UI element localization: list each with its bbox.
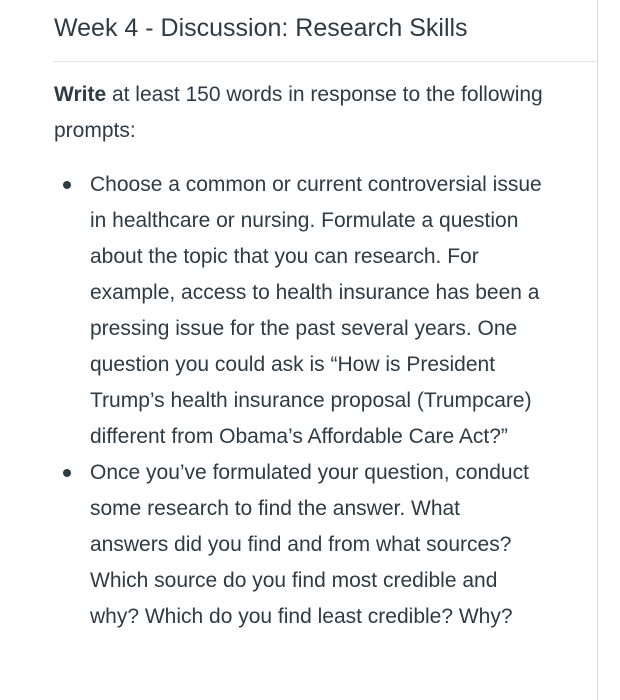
list-item bbox=[54, 167, 542, 455]
bullet-icon bbox=[63, 181, 71, 189]
prompt-list bbox=[54, 167, 554, 635]
bullet-icon bbox=[63, 469, 71, 477]
list-item bbox=[54, 455, 542, 635]
page-title: Week 4 - Discussion: Research Skills bbox=[54, 14, 468, 42]
instructions-emphasis: Write bbox=[54, 83, 107, 106]
instructions-text bbox=[54, 77, 554, 149]
prompt-text: Choose a common or current controversial issue in healthcare or nursing. Formulate a question about the topic that you can research. For example, access to health insurance has been a pressing issue for the past several years. One question you could ask is “How is President Trump’s health insurance proposal (Trumpcare) different from Obama’s Affordable Care Act?” bbox=[90, 173, 542, 448]
prompt-text: Once you’ve formulated your question, conduct some research to find the answer. What answers did you find and from what sources? Which source do you find most credible and why? Which do you find least credible? Why? bbox=[90, 461, 529, 628]
instructions-body: at least 150 words in response to the following prompts: bbox=[54, 83, 543, 142]
title-divider bbox=[54, 61, 597, 62]
